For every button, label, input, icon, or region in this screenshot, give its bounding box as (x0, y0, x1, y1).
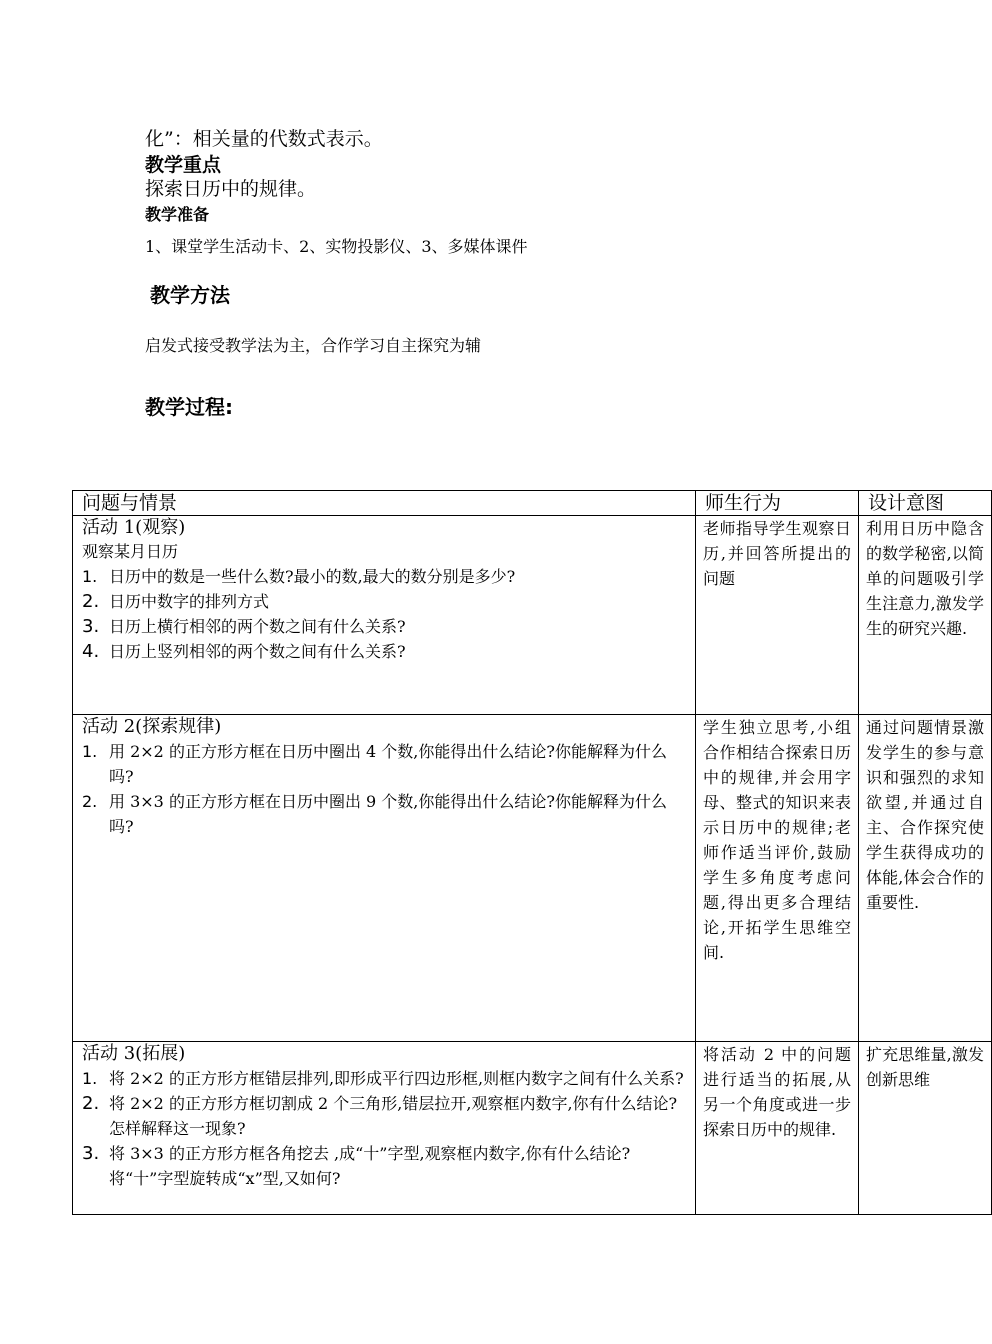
problem-cell (73, 516, 696, 715)
problem-cell (73, 1042, 696, 1215)
item-text: 日历上竖列相邻的两个数之间有什么关系? (109, 642, 406, 661)
list-item (80, 614, 688, 639)
item-number: 3. (82, 616, 100, 637)
item-number: 1. (82, 1069, 98, 1088)
item-text: 日历中的数是一些什么数?最小的数,最大的数分别是多少? (109, 567, 516, 586)
item-text: 用 2×2 的正方形方框在日历中圈出 4 个数,你能得出什么结论?你能解释为什么吗? (109, 742, 667, 786)
focus-heading: 教学重点 (145, 154, 222, 176)
behavior-cell: 学生独立思考,小组合作相结合探索日历中的规律,并会用字母、整式的知识来表示日历中的规律;老师作适当评价,鼓励学生多角度考虑问题,得出更多合理结论,开拓学生思维空间. (696, 715, 859, 1042)
question-list (80, 1066, 688, 1191)
activity-title: 活动 3(拓展) (82, 1043, 186, 1064)
item-number: 2. (82, 591, 100, 612)
item-number: 2. (82, 792, 98, 811)
question-list (80, 564, 688, 664)
table-row (73, 715, 992, 1042)
list-item (80, 1066, 688, 1091)
item-number: 1. (82, 567, 98, 586)
item-number: 4. (82, 641, 100, 662)
intro-line: 化”：相关量的代数式表示。 (145, 128, 383, 150)
header-problem: 问题与情景 (73, 491, 696, 516)
list-item (80, 1091, 688, 1141)
header-intent: 设计意图 (859, 491, 992, 516)
item-text: 日历上横行相邻的两个数之间有什么关系? (109, 617, 406, 636)
activity-title: 活动 1(观察) (82, 517, 186, 538)
problem-cell (73, 715, 696, 1042)
method-text: 启发式接受教学法为主，合作学习自主探究为辅 (145, 336, 482, 355)
prep-text: 1、课堂学生活动卡、2、实物投影仪、3、多媒体课件 (145, 237, 528, 256)
header-behavior: 师生行为 (696, 491, 859, 516)
table-row (73, 516, 992, 715)
item-number: 2. (82, 1093, 100, 1114)
intent-cell: 通过问题情景激发学生的参与意识和强烈的求知欲望,并通过自主、合作探究使学生获得成功的体能,体会合作的重要性. (859, 715, 992, 1042)
table-row (73, 1042, 992, 1215)
activity-title: 活动 2(探索规律) (82, 716, 222, 737)
list-item (80, 564, 688, 589)
behavior-cell: 将活动 2 中的问题进行适当的拓展,从另一个角度或进一步探索日历中的规律. (696, 1042, 859, 1215)
activity-subtitle: 观察某月日历 (82, 542, 179, 561)
item-text: 将 3×3 的正方形方框各角挖去 ,成“十”字型,观察框内数字,你有什么结论?将“十”字型旋转成“x”型,又如何? (109, 1144, 631, 1188)
item-number: 3. (82, 1143, 100, 1164)
prep-heading: 教学准备 (145, 205, 210, 224)
intent-cell: 利用日历中隐含的数学秘密,以简单的问题吸引学生注意力,激发学生的研究兴趣. (859, 516, 992, 715)
intent-cell: 扩充思维量,激发创新思维 (859, 1042, 992, 1215)
process-heading: 教学过程: (145, 395, 233, 419)
teaching-process-table (72, 490, 992, 1215)
list-item (80, 789, 688, 839)
question-list (80, 739, 688, 839)
item-text: 日历中数字的排列方式 (109, 592, 270, 611)
list-item (80, 1141, 688, 1191)
list-item (80, 739, 688, 789)
item-text: 用 3×3 的正方形方框在日历中圈出 9 个数,你能得出什么结论?你能解释为什么吗? (109, 792, 667, 836)
item-text: 将 2×2 的正方形方框切割成 2 个三角形,错层拉开,观察框内数字,你有什么结论?怎样解释这一现象? (109, 1094, 678, 1138)
item-text: 将 2×2 的正方形方框错层排列,即形成平行四边形框,则框内数字之间有什么关系? (109, 1069, 684, 1088)
list-item (80, 589, 688, 614)
table-header-row (73, 491, 992, 516)
item-number: 1. (82, 742, 98, 761)
focus-text: 探索日历中的规律。 (145, 178, 317, 200)
method-heading: 教学方法 (150, 283, 230, 307)
list-item (80, 639, 688, 664)
behavior-cell: 老师指导学生观察日历,并回答所提出的问题 (696, 516, 859, 715)
